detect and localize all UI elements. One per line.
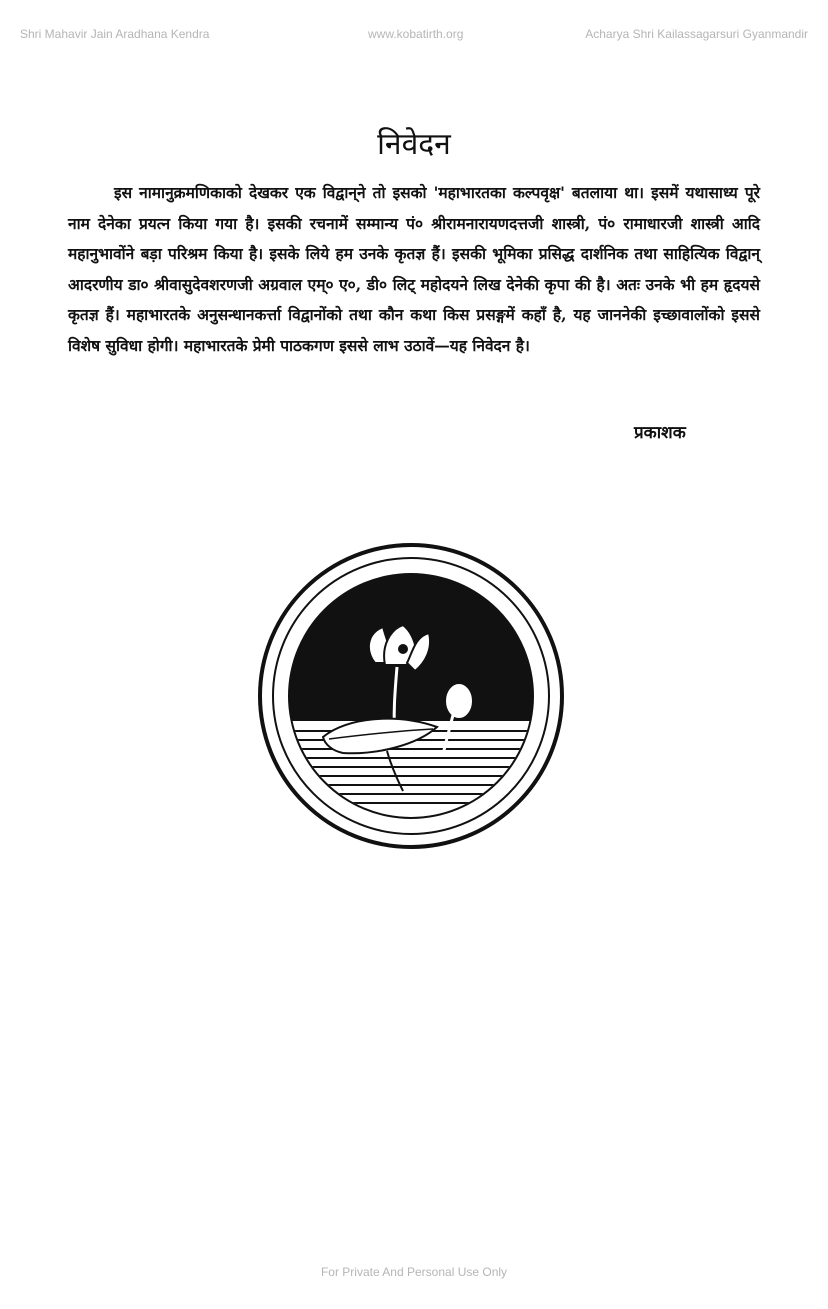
page-title: निवेदन [377, 127, 451, 162]
lotus-emblem-icon [257, 541, 565, 851]
header-right-text: Acharya Shri Kailassagarsuri Gyanmandir [585, 27, 808, 41]
header-url-text: www.kobatirth.org [368, 27, 464, 41]
footer-note: For Private And Personal Use Only [320, 1265, 508, 1279]
body-paragraph [68, 178, 760, 361]
body-text: इस नामानुक्रमणिकाको देखकर एक विद्वान्‌ने तो इसको 'महाभारतका कल्पवृक्ष' बतलाया था। इसमें यथासाध्य पूरे नाम देनेका प्रयत्न किया गया है। इसकी रचनामें सम्मान्य पं० श्रीरामनारायणदत्तजी शास्त्री, पं० रामाधारजी शास्त्री आदि महानुभावोंने बड़ा परिश्रम किया है। इसके लिये हम उनके कृतज्ञ हैं। इसकी भूमिका प्रसिद्ध दार्शनिक तथा साहित्यिक विद्वान्‌ आदरणीय डा० श्रीवासुदेवशरणजी अग्रवाल एम्० ए०, डी० लिट्‌ महोदयने लिख देनेकी कृपा की है। अतः उनके भी हम हृदयसे कृतज्ञ हैं। महाभारतके अनुसन्धानकर्त्ता विद्वानोंको तथा कौन कथा किस प्रसङ्गमें कहाँ है, यह जाननेकी इच्छावालोंको इससे विशेष सुविधा होगी। महाभारतके प्रेमी पाठकगण इससे लाभ उठावें—यह निवेदन है। [68, 183, 760, 355]
signoff-publisher: प्रकाशक [634, 423, 686, 443]
header-left-text: Shri Mahavir Jain Aradhana Kendra [20, 27, 210, 41]
